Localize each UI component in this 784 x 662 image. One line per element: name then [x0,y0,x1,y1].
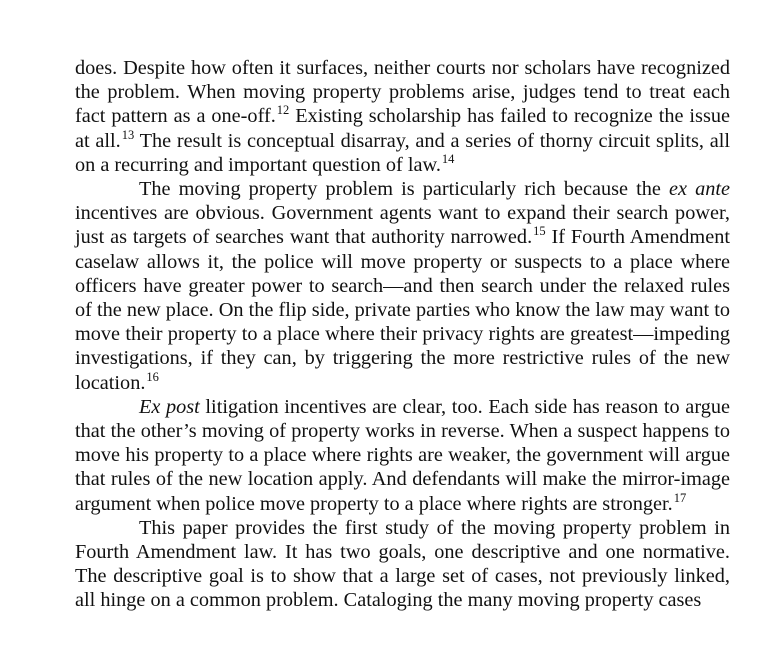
document-page [75,56,730,613]
footnote-ref-14[interactable]: 14 [441,151,455,166]
text-span: The result is conceptual disarray, and a series of thorny circuit splits, all on a recurring and important question of law. [75,129,730,176]
footnote-ref-12[interactable]: 12 [276,103,290,118]
text-span: does. Despite how often it surfaces, neither courts nor scholars have recognized the problem. When moving property problems arise, judges tend to treat each fact pattern as a one-off. [75,57,730,128]
text-span: This paper provides the first study of the moving property problem in Fourth Amendment law. It has two goals, one descriptive and one normative. The descriptive goal is to show that a large set of cases, not previously linked, all hinge on a common problem. Cataloging the many moving property cases [75,516,730,612]
italic-term-ex-ante: ex ante [669,178,730,201]
text-span: Existing scholarship has failed to recognize the issue at all. [75,105,730,152]
paragraph-1 [75,56,730,177]
footnote-ref-15[interactable]: 15 [533,224,546,239]
text-span: litigation incentives are clear, too. Each side has reason to argue that the other’s moving of property works in reverse. When a suspect happens to move his property to a place where rights are weaker, the government will argue that rules of the new location apply. And defendants will make the mirror-image argument when police move property to a place where rights are stronger. [75,395,730,515]
paragraph-2 [75,177,730,395]
paragraph-3 [75,395,730,516]
footnote-ref-13[interactable]: 13 [121,127,135,142]
paragraph-4 [75,516,730,613]
text-span: The moving property problem is particularly rich because the [139,178,669,201]
italic-term-ex-post: Ex post [139,395,200,418]
text-span: If Fourth Amendment caselaw allows it, the police will move property or suspects to a place where officers have greater power to search—and then search under the relaxed rules of the new place. On the flip side, private parties who know the law may want to move their property to a place where their privacy rights are greatest—impeding investigations, if they can, by triggering the more restrictive rules of the new location. [75,226,730,394]
footnote-ref-16[interactable]: 16 [146,369,159,384]
text-span: incentives are obvious. Government agents want to expand their search power, just as targets of searches want that authority narrowed. [75,202,730,249]
footnote-ref-17[interactable]: 17 [673,490,687,505]
